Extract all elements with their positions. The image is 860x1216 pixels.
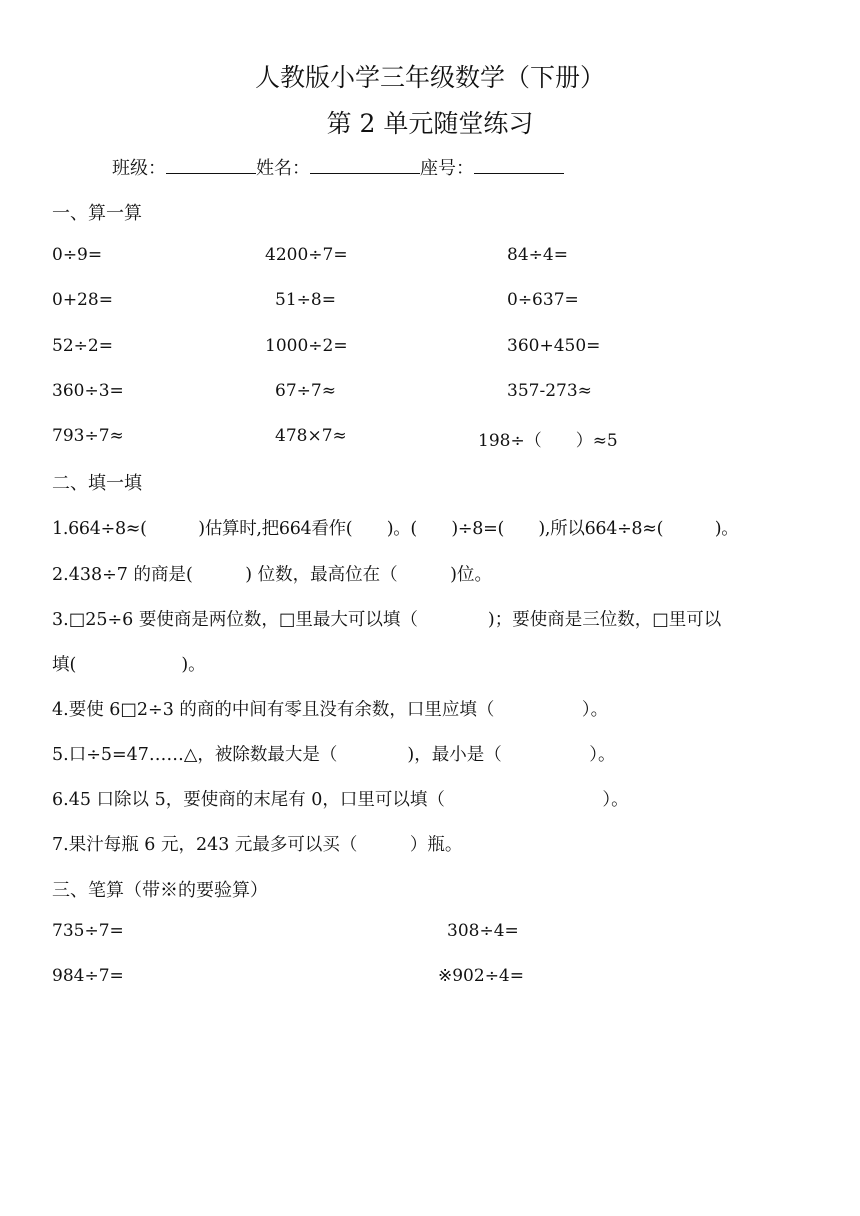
- calc-item: 478×7≈: [275, 426, 347, 446]
- calc-item: 51÷8=: [275, 290, 336, 310]
- written-calc-item: 984÷7=: [52, 966, 124, 986]
- name-label: 姓名：: [256, 158, 310, 179]
- written-calc-item: 308÷4=: [447, 921, 519, 941]
- calc-item: 1000÷2=: [265, 336, 348, 356]
- fill-question: 1.664÷8≈( )估算时,把664看作( )。( )÷8=( ),所以664÷8≈( )。: [52, 519, 739, 539]
- fill-question: 6.45 口除以 5，要使商的末尾有 0，口里可以填（ ）。: [52, 790, 629, 810]
- calc-item: 357-273≈: [507, 381, 592, 401]
- fill-question: 7.果汁每瓶 6 元，243 元最多可以买（ ）瓶。: [52, 835, 463, 855]
- name-blank[interactable]: [310, 155, 420, 174]
- seat-blank[interactable]: [474, 155, 564, 174]
- calc-item: 4200÷7=: [265, 245, 348, 265]
- calc-item: 0+28=: [52, 290, 113, 310]
- seat-label: 座号：: [420, 158, 474, 179]
- section-2-heading: 二、填一填: [52, 473, 142, 494]
- calc-item: 0÷9=: [52, 245, 103, 265]
- calc-item: 67÷7≈: [275, 381, 336, 401]
- calc-item: 360+450=: [507, 336, 601, 356]
- student-info-line: [112, 154, 564, 180]
- calc-item: 198÷（ ）≈5: [478, 431, 618, 451]
- written-calc-item: 735÷7=: [52, 921, 124, 941]
- fill-question: 4.要使 6□2÷3 的商的中间有零且没有余数，口里应填（ ）。: [52, 700, 609, 720]
- calc-item: 52÷2=: [52, 336, 113, 356]
- calc-item: 84÷4=: [507, 245, 568, 265]
- worksheet-subtitle: 第 2 单元随堂练习: [326, 109, 534, 138]
- calc-item: 793÷7≈: [52, 426, 124, 446]
- class-blank[interactable]: [166, 155, 256, 174]
- calc-item: 360÷3=: [52, 381, 124, 401]
- calc-item: 0÷637=: [507, 290, 579, 310]
- fill-question: 3.□25÷6 要使商是两位数，□里最大可以填（ )；要使商是三位数，□里可以: [52, 610, 722, 630]
- fill-question-continued: 填( )。: [52, 655, 206, 675]
- fill-question: 5.口÷5=47……△，被除数最大是（ )，最小是（ ）。: [52, 745, 616, 765]
- section-1-heading: 一、算一算: [52, 203, 142, 224]
- worksheet-title: 人教版小学三年级数学（下册）: [254, 63, 605, 92]
- fill-question: 2.438÷7 的商是( ) 位数，最高位在（ )位。: [52, 565, 493, 585]
- written-calc-item: ※902÷4=: [438, 966, 524, 986]
- class-label: 班级：: [112, 158, 166, 179]
- section-3-heading: 三、笔算（带※的要验算）: [52, 880, 268, 901]
